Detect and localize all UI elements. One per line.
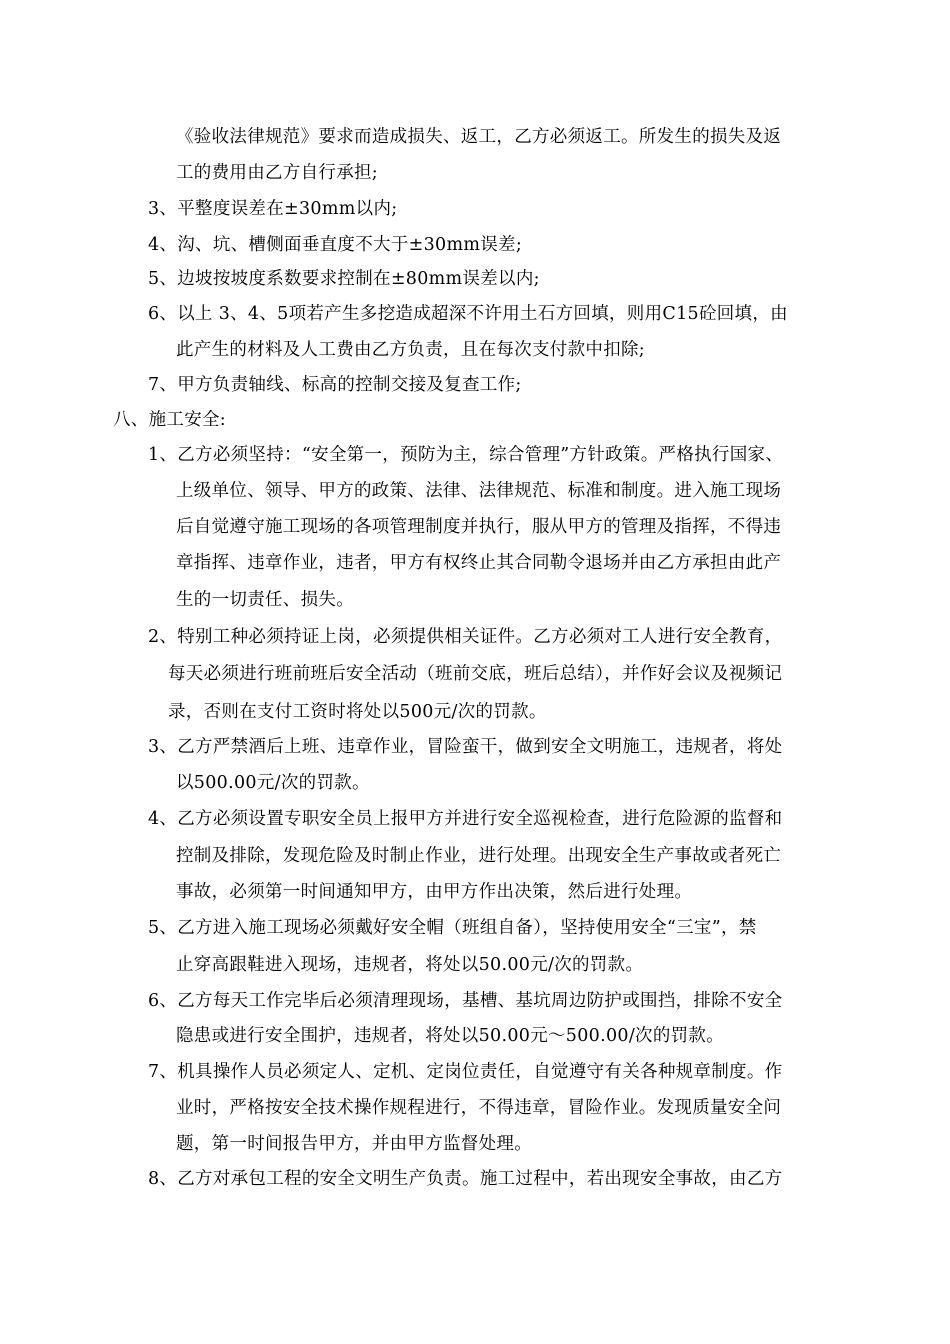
text-line: 3、乙方严禁酒后上班、违章作业，冒险蛮干，做到安全文明施工，违规者，将处	[148, 737, 783, 757]
text-line: 事故，必须第一时间通知甲方，由甲方作出决策，然后进行处理。	[176, 882, 693, 902]
text-line: 《验收法律规范》要求而造成损失、返工，乙方必须返工。所发生的损失及返	[176, 127, 782, 147]
text-line: 7、机具操作人员必须定人、定机、定岗位责任，自觉遵守有关各种规章制度。作	[148, 1062, 783, 1082]
text-line: 5、乙方进入施工现场必须戴好安全帽（班组自备），坚持使用安全“三宝”，禁	[148, 918, 757, 938]
text-line: 4、乙方必须设置专职安全员上报甲方并进行安全巡视检查，进行危险源的监督和	[148, 809, 783, 829]
text-line: 生的一切责任、损失。	[176, 590, 354, 610]
section-heading: 八、施工安全:	[113, 410, 226, 430]
text-line: 此产生的材料及人工费由乙方负责，且在每次支付款中扣除;	[176, 340, 645, 360]
text-line: 上级单位、领导、甲方的政策、法律、法律规范、标准和制度。进入施工现场	[176, 481, 782, 501]
text-line: 7、甲方负责轴线、标高的控制交接及复查工作;	[148, 375, 522, 395]
text-line: 8、乙方对承包工程的安全文明生产负责。施工过程中，若出现安全事故，由乙方	[148, 1169, 783, 1189]
text-line: 6、以上 3、4、5项若产生多挖造成超深不许用土石方回填，则用C15砼回填，由	[148, 304, 788, 324]
text-line: 章指挥、违章作业，违者，甲方有权终止其合同勒令退场并由乙方承担由此产	[176, 553, 782, 573]
text-line: 隐患或进行安全围护，违规者，将处以50.00元～500.00/次的罚款。	[176, 1026, 725, 1046]
text-line: 以500.00元/次的罚款。	[176, 773, 370, 793]
text-line: 2、特别工种必须持证上岗，必须提供相关证件。乙方必须对工人进行安全教育，	[148, 627, 783, 647]
text-line: 止穿高跟鞋进入现场，违规者，将处以50.00元/次的罚款。	[176, 955, 644, 975]
text-line: 录，否则在支付工资时将处以500元/次的罚款。	[168, 702, 547, 722]
text-line: 1、乙方必须坚持：“安全第一，预防为主，综合管理”方针政策。严格执行国家、	[148, 445, 784, 465]
text-line: 工的费用由乙方自行承担;	[176, 163, 378, 183]
text-line: 题，第一时间报告甲方，并由甲方监督处理。	[176, 1134, 532, 1154]
text-line: 后自觉遵守施工现场的各项管理制度并执行，服从甲方的管理及指挥，不得违	[176, 517, 782, 537]
text-line: 5、边坡按坡度系数要求控制在±80mm误差以内;	[148, 269, 540, 289]
text-line: 业时，严格按安全技术操作规程进行，不得违章，冒险作业。发现质量安全问	[176, 1098, 782, 1118]
text-line: 6、乙方每天工作完毕后必须清理现场，基槽、基坑周边防护或围挡，排除不安全	[148, 991, 783, 1011]
text-line: 4、沟、坑、槽侧面垂直度不大于±30mm误差;	[148, 235, 523, 255]
text-line: 3、平整度误差在±30mm以内;	[148, 199, 398, 219]
text-line: 每天必须进行班前班后安全活动（班前交底，班后总结），并作好会议及视频记	[168, 664, 783, 684]
text-line: 控制及排除，发现危险及时制止作业，进行处理。出现安全生产事故或者死亡	[176, 846, 782, 866]
